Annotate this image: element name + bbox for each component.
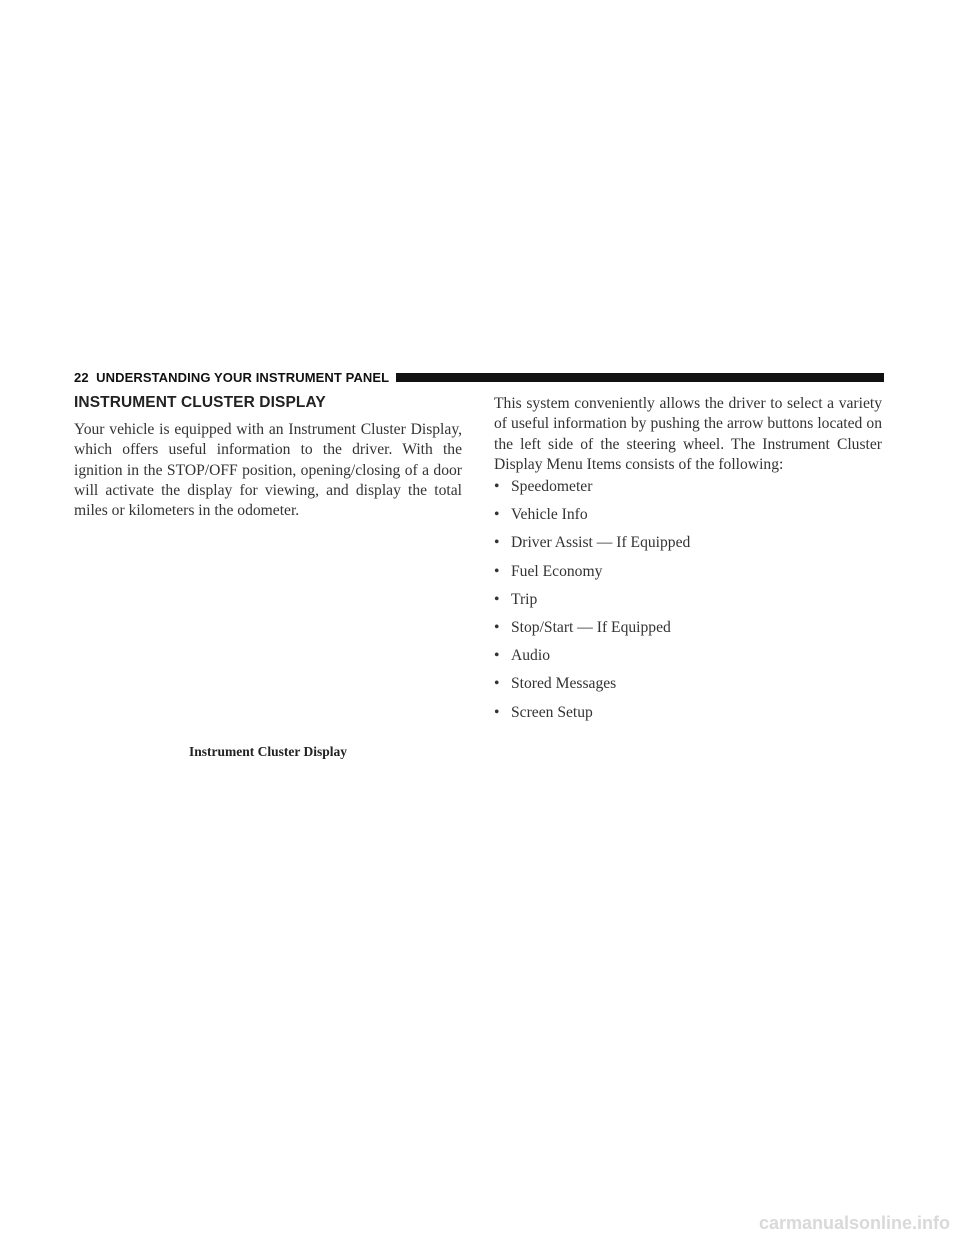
- section-name: UNDERSTANDING YOUR INSTRUMENT PANEL: [96, 370, 390, 385]
- menu-items-list: [494, 477, 690, 731]
- bullet-icon: •: [494, 675, 500, 693]
- watermark: carmanualsonline.info: [758, 1213, 950, 1233]
- bullet-icon: •: [494, 703, 500, 721]
- list-item: [494, 533, 690, 561]
- list-item-label: Driver Assist — If Equipped: [511, 534, 691, 552]
- figure-caption: Instrument Cluster Display: [188, 744, 347, 759]
- list-item-label: Stored Messages: [511, 675, 617, 693]
- bullet-icon: •: [494, 478, 500, 495]
- list-item-label: Speedometer: [511, 478, 593, 495]
- bullet-icon: •: [494, 647, 500, 665]
- intro-paragraph: Your vehicle is equipped with an Instrument Cluster Display, which offers useful information to the driver. With the ignition in the STOP/OFF position, opening/closing of a door will activate the display for viewing, and display the total miles or kilometers in the odometer.: [74, 421, 462, 520]
- header-text: [74, 370, 399, 386]
- list-item-label: Stop/Start — If Equipped: [511, 618, 671, 636]
- menu-description-paragraph: This system conveniently allows the driver to select a variety of useful information by pushing the arrow buttons located on the left side of the steering wheel. The Instrument Cluster Display Menu Items consists of the following:: [494, 395, 882, 473]
- list-item: [494, 646, 690, 674]
- list-item-label: Trip: [511, 590, 538, 608]
- bullet-icon: •: [494, 618, 500, 636]
- page-header: [74, 370, 884, 386]
- page-number: 22: [74, 370, 89, 385]
- list-item: [494, 505, 690, 533]
- list-item: [494, 477, 690, 505]
- list-item: [494, 590, 690, 618]
- bullet-icon: •: [494, 534, 500, 552]
- header-rule: [396, 373, 884, 382]
- list-item: [494, 618, 690, 646]
- list-item-label: Fuel Economy: [511, 562, 603, 580]
- bullet-icon: •: [494, 562, 500, 580]
- list-item: [494, 562, 690, 590]
- bullet-icon: •: [494, 506, 500, 524]
- list-item-label: Audio: [511, 647, 550, 665]
- list-item: [494, 703, 690, 731]
- section-title: INSTRUMENT CLUSTER DISPLAY: [74, 394, 326, 411]
- list-item-label: Screen Setup: [511, 703, 593, 721]
- list-item: [494, 674, 690, 702]
- bullet-icon: •: [494, 590, 500, 608]
- list-item-label: Vehicle Info: [511, 506, 588, 524]
